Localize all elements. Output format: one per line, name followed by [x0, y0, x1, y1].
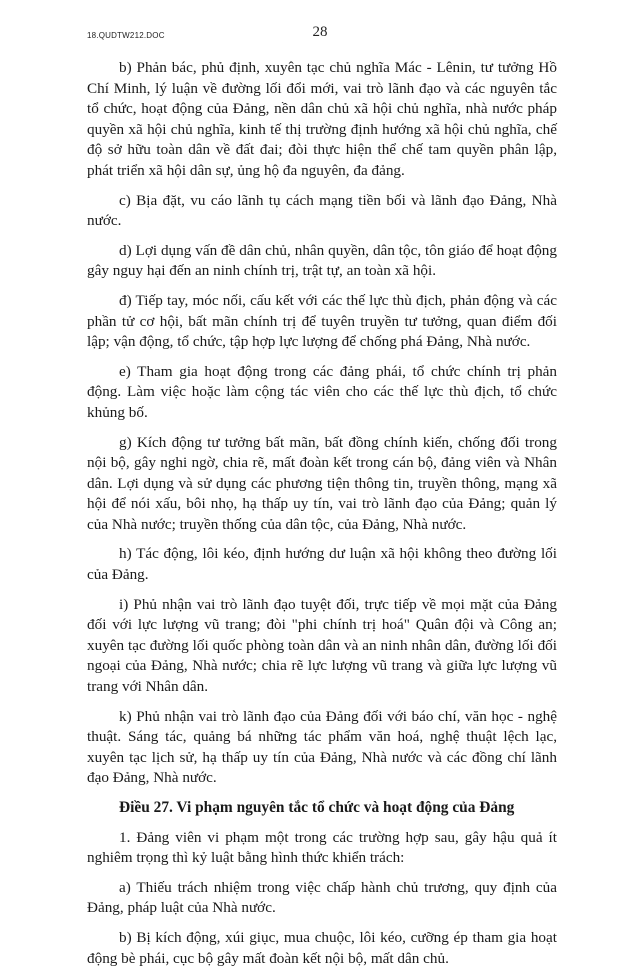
- article-point-a: a) Thiếu trách nhiệm trong việc chấp hành chủ trương, quy định của Đảng, pháp luật của Nhà nước.: [87, 878, 557, 917]
- paragraph-g: g) Kích động tư tưởng bất mãn, bất đồng chính kiến, chống đối trong nội bộ, gây nghi ngờ, chia rẽ, mất đoàn kết trong cán bộ, đảng viên và Nhân dân. Lợi dụng và sử dụng các phương tiện thông tin, truyền thông, mạng xã hội để nói xấu, bôi nhọ, hạ thấp uy tín, vai trò lãnh đạo của Đảng; quản lý của Nhà nước; truyền thống của dân tộc, của Đảng, Nhà nước.: [87, 433, 557, 533]
- paragraph-k: k) Phủ nhận vai trò lãnh đạo của Đảng đối với báo chí, văn học - nghệ thuật. Sáng tác, quảng bá những tác phẩm văn hoá, nghệ thuật lệch lạc, xuyên tạc lịch sử, hạ thấp uy tín của Đảng, Nhà nước và các đồng chí lãnh đạo Đảng, Nhà nước.: [87, 707, 557, 787]
- paragraph-c: c) Bịa đặt, vu cáo lãnh tụ cách mạng tiền bối và lãnh đạo Đảng, Nhà nước.: [87, 191, 557, 230]
- article-point-b: b) Bị kích động, xúi giục, mua chuộc, lôi kéo, cưỡng ép tham gia hoạt động bè phái, cục bộ gây mất đoàn kết nội bộ, mất dân chủ.: [87, 928, 557, 967]
- article-heading: Điều 27. Vi phạm nguyên tắc tổ chức và hoạt động của Đảng: [119, 799, 515, 816]
- document-body: [87, 58, 557, 978]
- paragraph-b: b) Phản bác, phủ định, xuyên tạc chủ nghĩa Mác - Lênin, tư tưởng Hồ Chí Minh, lý luận về đường lối đổi mới, vai trò lãnh đạo và các nguyên tắc tổ chức, hoạt động của Đảng, nền dân chủ xã hội chủ nghĩa, nhà nước pháp quyền xã hội chủ nghĩa, kinh tế thị trường định hướng xã hội chủ nghĩa, chế độ sở hữu toàn dân về đất đai; đòi thực hiện thể chế tam quyền phân lập, phát triển xã hội dân sự, ủng hộ đa nguyên, đa đảng.: [87, 59, 557, 179]
- paragraph-h: h) Tác động, lôi kéo, định hướng dư luận xã hội không theo đường lối của Đảng.: [87, 545, 557, 584]
- page-number: 28: [312, 24, 328, 40]
- paragraph-d: d) Lợi dụng vấn đề dân chủ, nhân quyền, dân tộc, tôn giáo để hoạt động gây nguy hại đến an ninh chính trị, trật tự, an toàn xã hội.: [87, 241, 557, 280]
- article-clause-1: 1. Đảng viên vi phạm một trong các trường hợp sau, gây hậu quả ít nghiêm trọng thì kỷ luật bằng hình thức khiển trách:: [87, 828, 557, 867]
- document-code: 18.QUDTW212.DOC: [87, 31, 165, 40]
- paragraph-dd: đ) Tiếp tay, móc nối, cấu kết với các thế lực thù địch, phản động và các phần tử cơ hội, bất mãn chính trị để tuyên truyền tư tưởng, quan điểm đối lập; vận động, tổ chức, tập hợp lực lượng để chống phá Đảng, Nhà nước.: [87, 291, 557, 351]
- paragraph-e: e) Tham gia hoạt động trong các đảng phái, tổ chức chính trị phản động. Làm việc hoặc làm cộng tác viên cho các thế lực thù địch, tổ chức khủng bố.: [87, 362, 557, 421]
- paragraph-i: i) Phủ nhận vai trò lãnh đạo tuyệt đối, trực tiếp về mọi mặt của Đảng đối với lực lượng vũ trang; đòi "phi chính trị hoá" Quân đội và Công an; xuyên tạc đường lối quốc phòng toàn dân và an ninh nhân dân, đường lối đối ngoại của Đảng, Nhà nước; chia rẽ lực lượng vũ trang và giữa lực lượng vũ trang với Nhân dân.: [87, 595, 557, 696]
